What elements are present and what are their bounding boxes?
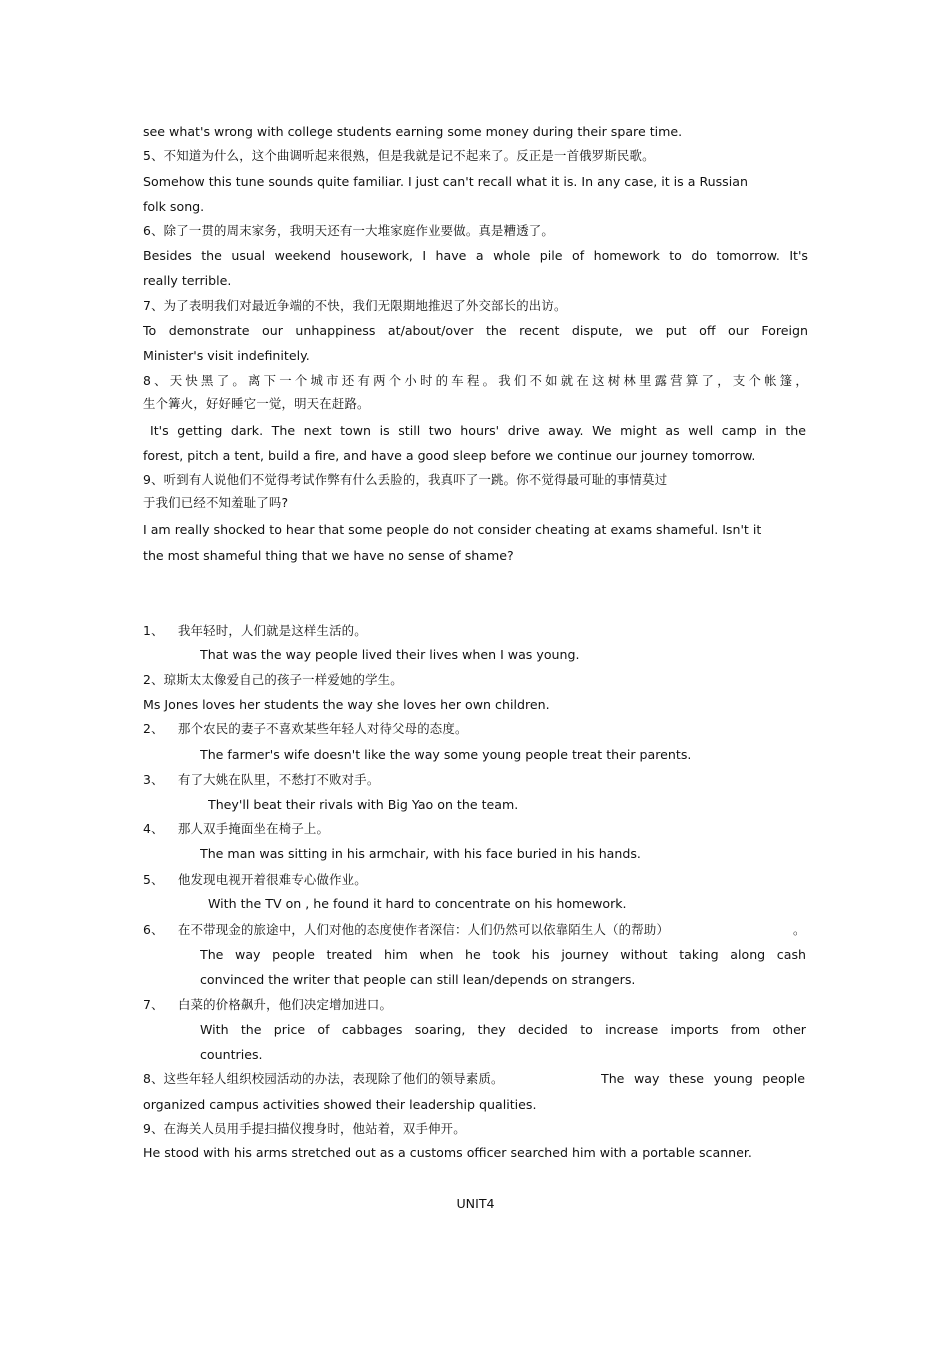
- item-number: 6、: [143, 922, 164, 937]
- chinese-sentence: 白菜的价格飙升，他们决定增加进口。: [178, 997, 393, 1012]
- text-line: To demonstrate our unhappiness at/about/over the recent dispute, we put off our Foreign: [143, 323, 808, 338]
- text-line: I am really shocked to hear that some people do not consider cheating at exams shameful. Isn't it: [143, 522, 762, 537]
- text-line: see what's wrong with college students earning some money during their spare time.: [143, 124, 683, 139]
- chinese-sentence: 有了大姚在队里，不愁打不败对手。: [178, 772, 380, 787]
- text-line: It's getting dark. The next town is still two hours' drive away. We might as well camp in the: [150, 423, 806, 438]
- text-line: really terrible.: [143, 273, 232, 288]
- chinese-sentence: 他发现电视开着很难专心做作业。: [178, 872, 367, 887]
- text-line: 生个篝火，好好睡它一觉，明天在赶路。: [143, 396, 370, 411]
- list-item: [143, 623, 808, 639]
- english-translation: The farmer's wife doesn't like the way some young people treat their parents.: [200, 747, 692, 762]
- text-line: Besides the usual weekend housework, I have a whole pile of homework to do tomorrow. It's: [143, 248, 808, 263]
- english-translation: countries.: [200, 1047, 263, 1062]
- sentence-end-mark: 。: [793, 922, 806, 937]
- list-item: [143, 922, 808, 938]
- item-number: 3、: [143, 772, 164, 787]
- text-line: 7、为了表明我们对最近争端的不快，我们无限期地推迟了外交部长的出访。: [143, 298, 567, 313]
- english-translation: Ms Jones loves her students the way she loves her own children.: [143, 697, 550, 712]
- english-translation: The way these young people: [601, 1071, 805, 1086]
- text-line: folk song.: [143, 199, 205, 214]
- chinese-sentence: 在不带现金的旅途中，人们对他的态度使作者深信：人们仍然可以依靠陌生人（的帮助）: [178, 922, 670, 937]
- english-translation: convinced the writer that people can still lean/depends on strangers.: [200, 972, 636, 987]
- list-item: 8、这些年轻人组织校园活动的办法，表现除了他们的领导素质。: [143, 1071, 504, 1086]
- list-item: [143, 721, 808, 737]
- item-number: 2、: [143, 721, 164, 736]
- text-line: the most shameful thing that we have no sense of shame?: [143, 548, 514, 563]
- english-translation: With the TV on , he found it hard to concentrate on his homework.: [208, 896, 627, 911]
- item-number: 4、: [143, 821, 164, 836]
- item-number: 1、: [143, 623, 164, 638]
- english-translation: They'll beat their rivals with Big Yao on the team.: [208, 797, 519, 812]
- text-line: 5、不知道为什么，这个曲调听起来很熟，但是我就是记不起来了。反正是一首俄罗斯民歌。: [143, 148, 655, 163]
- list-item: [143, 772, 808, 788]
- item-number: 7、: [143, 997, 164, 1012]
- chinese-sentence: 那人双手掩面坐在椅子上。: [178, 821, 330, 836]
- chinese-sentence: 我年轻时，人们就是这样生活的。: [178, 623, 367, 638]
- text-line: Minister's visit indefinitely.: [143, 348, 310, 363]
- text-line: 6、除了一贯的周末家务，我明天还有一大堆家庭作业要做。真是糟透了。: [143, 223, 554, 238]
- list-item: 9、在海关人员用手提扫描仪搜身时，他站着，双手伸开。: [143, 1121, 466, 1136]
- text-line: forest, pitch a tent, build a fire, and have a good sleep before we continue our journey tomorrow.: [143, 448, 756, 463]
- english-translation: With the price of cabbages soaring, they decided to increase imports from other: [200, 1022, 806, 1037]
- english-translation: organized campus activities showed their leadership qualities.: [143, 1097, 537, 1112]
- list-item: [143, 997, 808, 1013]
- text-line: 8、天快黑了。离下一个城市还有两个小时的车程。我们不如就在这树林里露营算了，支个帐篷，: [143, 373, 808, 388]
- unit-heading: UNIT4: [456, 1196, 495, 1211]
- english-translation: He stood with his arms stretched out as a customs officer searched him with a portable scanner.: [143, 1145, 752, 1160]
- text-line: 9、听到有人说他们不觉得考试作弊有什么丢脸的，我真吓了一跳。你不觉得最可耻的事情莫过: [143, 472, 668, 487]
- list-item: 2、琼斯太太像爱自己的孩子一样爱她的学生。: [143, 672, 403, 687]
- item-number: 5、: [143, 872, 164, 887]
- text-line: 于我们已经不知羞耻了吗?: [143, 495, 289, 510]
- english-translation: The way people treated him when he took his journey without taking along cash: [200, 947, 806, 962]
- chinese-sentence: 那个农民的妻子不喜欢某些年轻人对待父母的态度。: [178, 721, 468, 736]
- english-translation: The man was sitting in his armchair, with his face buried in his hands.: [200, 846, 641, 861]
- text-line: Somehow this tune sounds quite familiar. I just can't recall what it is. In any case, it is a Russian: [143, 174, 748, 189]
- english-translation: That was the way people lived their lives when I was young.: [200, 647, 580, 662]
- list-item: [143, 872, 808, 888]
- list-item: [143, 821, 808, 837]
